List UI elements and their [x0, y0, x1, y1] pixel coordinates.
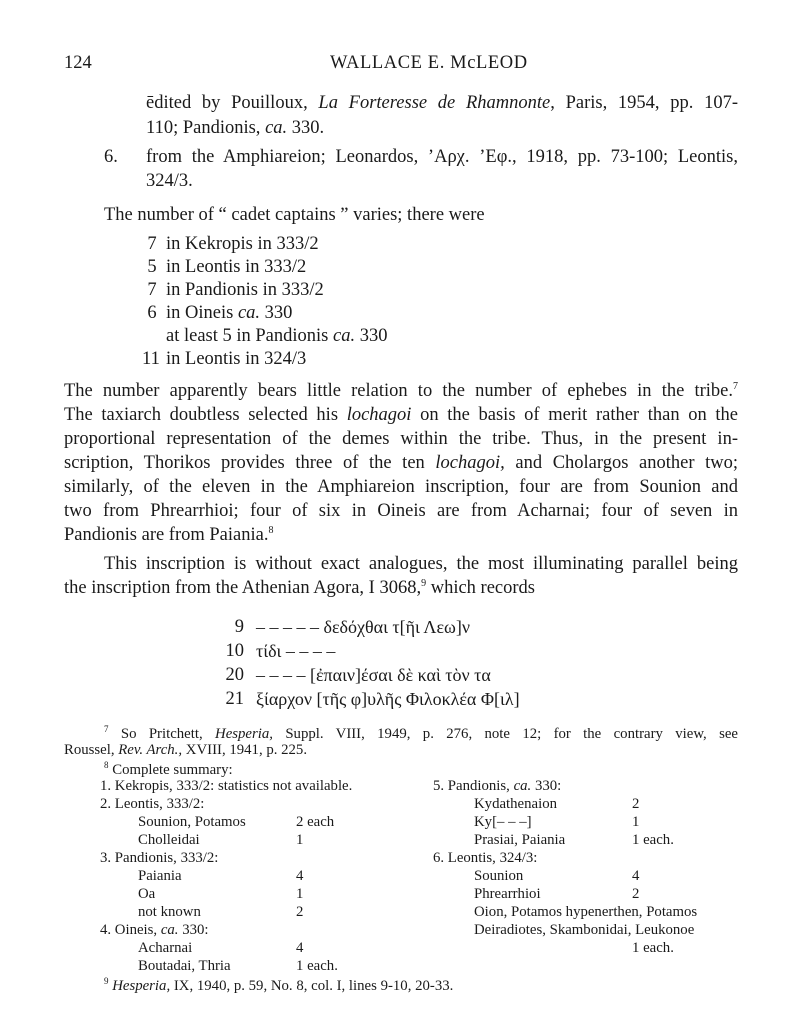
summary-count: 2 — [632, 886, 640, 902]
summary-text: Oion, Potamos hypenerthen, Potamos — [474, 904, 698, 920]
paragraph-line: This inscription is without exact analogues, the most illuminating parallel being — [104, 554, 738, 574]
citation-line: 110; Pandionis, ca. 330. — [146, 118, 325, 138]
summary-count: 4 — [296, 940, 304, 956]
cadet-text: in Oineis ca. 330 — [166, 303, 293, 323]
cadet-text: at least 5 in Pandionis ca. 330 — [166, 326, 388, 346]
summary-deme: Sounion — [474, 868, 524, 884]
footnote-ref: 8 — [268, 525, 274, 536]
cadet-text: in Kekropis in 333/2 — [166, 234, 319, 254]
footnote-8-label: $^8$ Complete summary: — [104, 760, 233, 778]
page-number: 124 — [64, 53, 92, 73]
summary-text: Deiradiotes, Skambonidai, Leukonoe — [474, 922, 695, 938]
summary-heading: 4. Oineis, ca. 330: — [100, 922, 209, 938]
greek-text: – – – – [ἐπαιν]έσαι δὲ καὶ τὸν τα — [256, 665, 491, 685]
cadet-text: in Pandionis in 333/2 — [166, 280, 324, 300]
citation-number: 6. — [104, 147, 118, 167]
footnote-ref: 7 — [733, 381, 738, 392]
paragraph-line: two from Phrearrhioi; four of six in Oineis are from Acharnai; four of seven in — [64, 501, 738, 521]
cadet-count: 7 — [147, 234, 157, 254]
summary-deme: Phrearrhioi — [474, 886, 541, 902]
cadet-count: 7 — [147, 280, 157, 300]
running-title: WALLACE E. McLEOD — [330, 53, 528, 73]
citation-line: 324/3. — [146, 171, 193, 191]
cadet-intro: The number of “ cadet captains ” varies; there were — [104, 205, 485, 225]
summary-heading: 1. Kekropis, 333/2: statistics not available. — [100, 778, 353, 794]
citation-line: ēdited by Pouilloux, La Forteresse de Rhamnonte, Paris, 1954, pp. 107- — [146, 93, 738, 113]
summary-heading: 5. Pandionis, ca. 330: — [433, 778, 562, 794]
footnote-ref: 9 — [421, 578, 427, 589]
summary-count: 1 — [296, 886, 304, 902]
summary-count: 1 — [296, 832, 304, 848]
summary-deme: Oa — [138, 886, 156, 902]
summary-deme: Acharnai — [138, 940, 193, 956]
cadet-count: 5 — [147, 257, 157, 277]
paragraph-line: proportional representation of the demes within the tribe. Thus, in the present in- — [64, 429, 738, 449]
footnote-7: $^7$ So Pritchett, Hesperia, Suppl. VIII, 1949, p. 276, note 12; for the contrary view, see — [104, 724, 738, 742]
paragraph-line: Pandionis are from Paiania.$^8$ — [64, 525, 274, 546]
greek-text: τίδι – – – – — [256, 641, 336, 661]
cadet-count: 11 — [142, 349, 160, 369]
summary-count: 1 — [632, 814, 640, 830]
citation-line: from the Amphiareion; Leonardos, ʼΑρχ. ʼΕφ., 1918, pp. 73-100; Leontis, — [146, 147, 738, 167]
paragraph-line: The number apparently bears little relation to the number of ephebes in the tribe.$^7$ — [64, 381, 738, 402]
summary-count: 2 — [296, 904, 304, 920]
summary-count: 1 each. — [632, 940, 674, 956]
line-number: 21 — [225, 689, 244, 709]
footnote-7-cont: Roussel, Rev. Arch., XVIII, 1941, p. 225. — [64, 742, 308, 758]
summary-count: 2 — [632, 796, 640, 812]
paragraph-line: similarly, of the eleven in the Amphiareion inscription, four are from Sounion and — [64, 477, 738, 497]
summary-deme: not known — [138, 904, 201, 920]
summary-deme: Boutadai, Thria — [138, 958, 231, 974]
summary-count: 4 — [632, 868, 640, 884]
summary-count: 2 each — [296, 814, 335, 830]
line-number: 9 — [234, 617, 244, 637]
summary-deme: Sounion, Potamos — [138, 814, 246, 830]
greek-text: ξίαρχον [τῆς φ]υλῆς Φιλοκλέα Φ[ιλ] — [256, 689, 520, 709]
paragraph-line: the inscription from the Athenian Agora, I 3068,$^9$ which records — [64, 578, 535, 599]
summary-deme: Ky[– – –] — [474, 814, 532, 830]
summary-heading: 3. Pandionis, 333/2: — [100, 850, 219, 866]
cadet-text: in Leontis in 333/2 — [166, 257, 307, 277]
cadet-count: 6 — [147, 303, 157, 323]
summary-deme: Cholleidai — [138, 832, 200, 848]
footnote-9: $^9$ Hesperia, IX, 1940, p. 59, No. 8, col. I, lines 9-10, 20-33. — [104, 976, 454, 994]
summary-heading: 2. Leontis, 333/2: — [100, 796, 205, 812]
cadet-text: in Leontis in 324/3 — [166, 349, 307, 369]
line-number: 20 — [225, 665, 244, 685]
summary-count: 1 each. — [296, 958, 338, 974]
line-number: 10 — [225, 641, 244, 661]
paragraph-line: scription, Thorikos provides three of the ten lochagoi, and Cholargos another two; — [64, 453, 738, 473]
summary-heading: 6. Leontis, 324/3: — [433, 850, 538, 866]
summary-deme: Paiania — [138, 868, 182, 884]
greek-text: – – – – – δεδόχθαι τ[ῆι Λεω]ν — [256, 617, 470, 637]
paragraph-line: The taxiarch doubtless selected his lochagoi on the basis of merit rather than on the — [64, 405, 739, 425]
summary-count: 1 each. — [632, 832, 674, 848]
summary-deme: Prasiai, Paiania — [474, 832, 566, 848]
summary-count: 4 — [296, 868, 304, 884]
summary-deme: Kydathenaion — [474, 796, 558, 812]
